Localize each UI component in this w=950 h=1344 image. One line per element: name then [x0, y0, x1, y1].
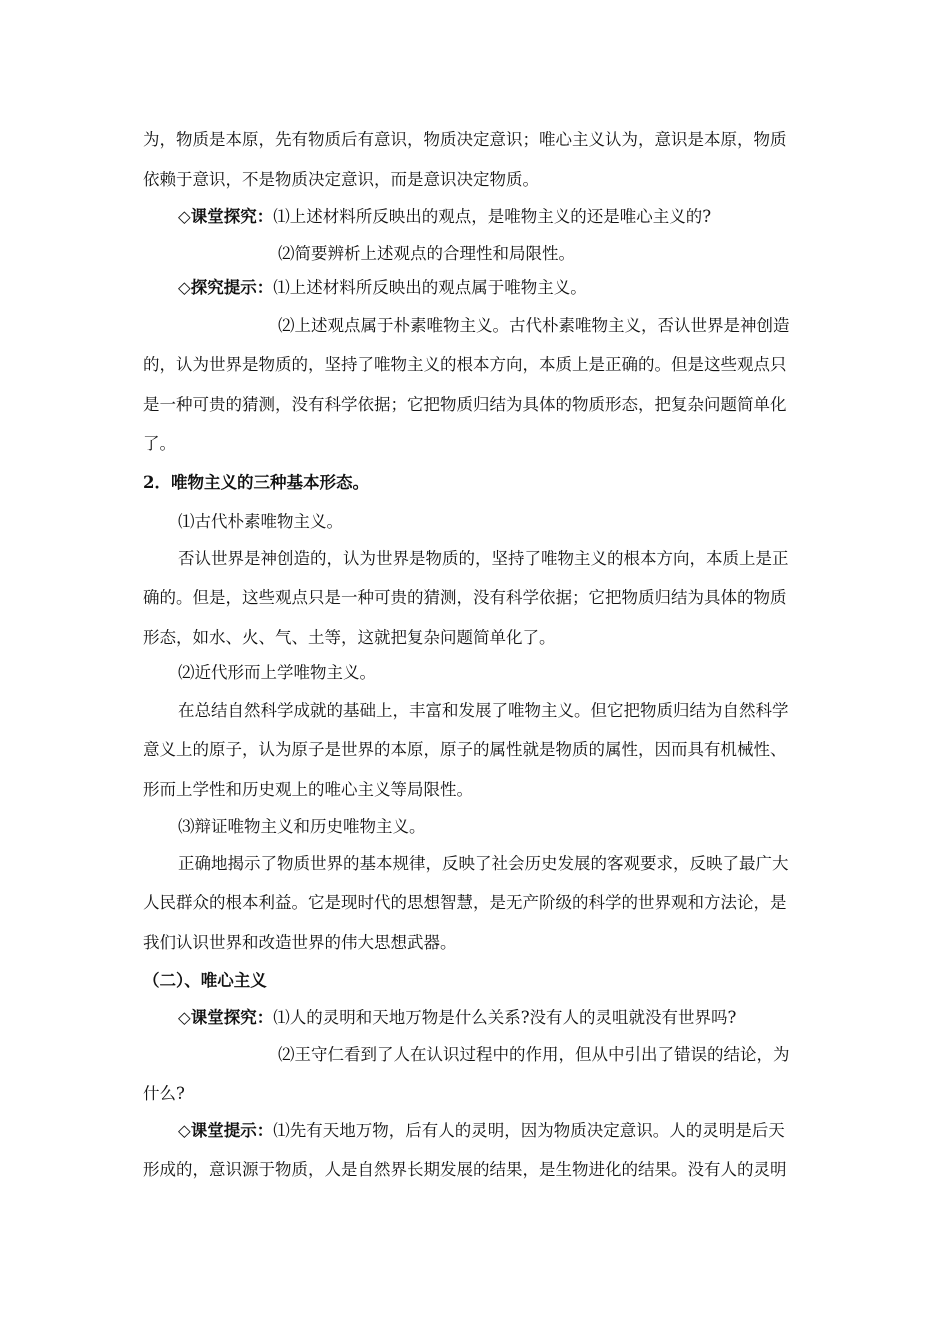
paragraph-line: 形态，如水、火、气、土等，这就把复杂问题简单化了。 — [143, 628, 556, 647]
inquiry-hint-line — [178, 276, 587, 300]
paragraph-line: 正确地揭示了物质世界的基本规律，反映了社会历史发展的客观要求，反映了最广大 — [178, 854, 789, 873]
paragraph-line: 是一种可贵的猜测，没有科学依据；它把物质归结为具体的物质形态，把复杂问题简单化 — [143, 395, 787, 414]
paragraph-line: 什么? — [143, 1084, 185, 1103]
paragraph-line: 人民群众的根本利益。它是现时代的思想智慧，是无产阶级的科学的世界观和方法论，是 — [143, 893, 787, 912]
classroom-hint-label: ◇课堂提示： — [178, 1121, 274, 1140]
paragraph-line: 意义上的原子，认为原子是世界的本原，原子的属性就是物质的属性，因而具有机械性、 — [143, 740, 787, 759]
paragraph-line: 的，认为世界是物质的，坚持了唯物主义的根本方向，本质上是正确的。但是这些观点只 — [143, 355, 787, 374]
section-heading: （二）、唯心主义 — [143, 971, 267, 990]
paragraph-line: 了。 — [143, 434, 176, 453]
question-line: ⑵王守仁看到了人在认识过程中的作用，但从中引出了错误的结论，为 — [278, 1045, 790, 1064]
question-line: ⑵简要辨析上述观点的合理性和局限性。 — [278, 244, 575, 263]
paragraph-line: 为，物质是本原，先有物质后有意识，物质决定意识；唯心主义认为，意识是本原，物质 — [143, 130, 787, 149]
question-text: ⑴人的灵明和天地万物是什么关系?没有人的灵咀就没有世界吗? — [273, 1008, 737, 1027]
hint-text: ⑴上述材料所反映出的观点属于唯物主义。 — [273, 278, 587, 297]
paragraph-line: 形而上学性和历史观上的唯心主义等局限性。 — [143, 780, 473, 799]
inquiry-hint-label: ◇探究提示： — [178, 278, 274, 297]
paragraph-line: 形成的，意识源于物质，人是自然界长期发展的结果，是生物进化的结果。没有人的灵明 — [143, 1160, 787, 1179]
classroom-inquiry-line — [178, 1006, 736, 1030]
subsection-heading: ⑶辩证唯物主义和历史唯物主义。 — [178, 817, 426, 836]
classroom-inquiry-label: ◇课堂探究： — [178, 207, 274, 226]
paragraph-line: 否认世界是神创造的，认为世界是物质的，坚持了唯物主义的根本方向，本质上是正 — [178, 549, 789, 568]
question-text: ⑴上述材料所反映出的观点，是唯物主义的还是唯心主义的? — [273, 207, 712, 226]
subsection-heading: ⑵近代形而上学唯物主义。 — [178, 663, 376, 682]
paragraph-line: 我们认识世界和改造世界的伟大思想武器。 — [143, 933, 457, 952]
classroom-inquiry-label: ◇课堂探究： — [178, 1008, 274, 1027]
paragraph-line: 在总结自然科学成就的基础上，丰富和发展了唯物主义。但它把物质归结为自然科学 — [178, 701, 789, 720]
classroom-hint-line — [178, 1119, 785, 1143]
section-heading: 2．唯物主义的三种基本形态。 — [143, 473, 369, 492]
paragraph-line: ⑵上述观点属于朴素唯物主义。古代朴素唯物主义，否认世界是神创造 — [278, 316, 790, 335]
paragraph-line: 依赖于意识，不是物质决定意识，而是意识决定物质。 — [143, 170, 539, 189]
classroom-inquiry-line — [178, 205, 711, 229]
paragraph-line: 确的。但是，这些观点只是一种可贵的猜测，没有科学依据；它把物质归结为具体的物质 — [143, 588, 787, 607]
subsection-heading: ⑴古代朴素唯物主义。 — [178, 512, 343, 531]
hint-text: ⑴先有天地万物，后有人的灵明，因为物质决定意识。人的灵明是后天 — [273, 1121, 785, 1140]
